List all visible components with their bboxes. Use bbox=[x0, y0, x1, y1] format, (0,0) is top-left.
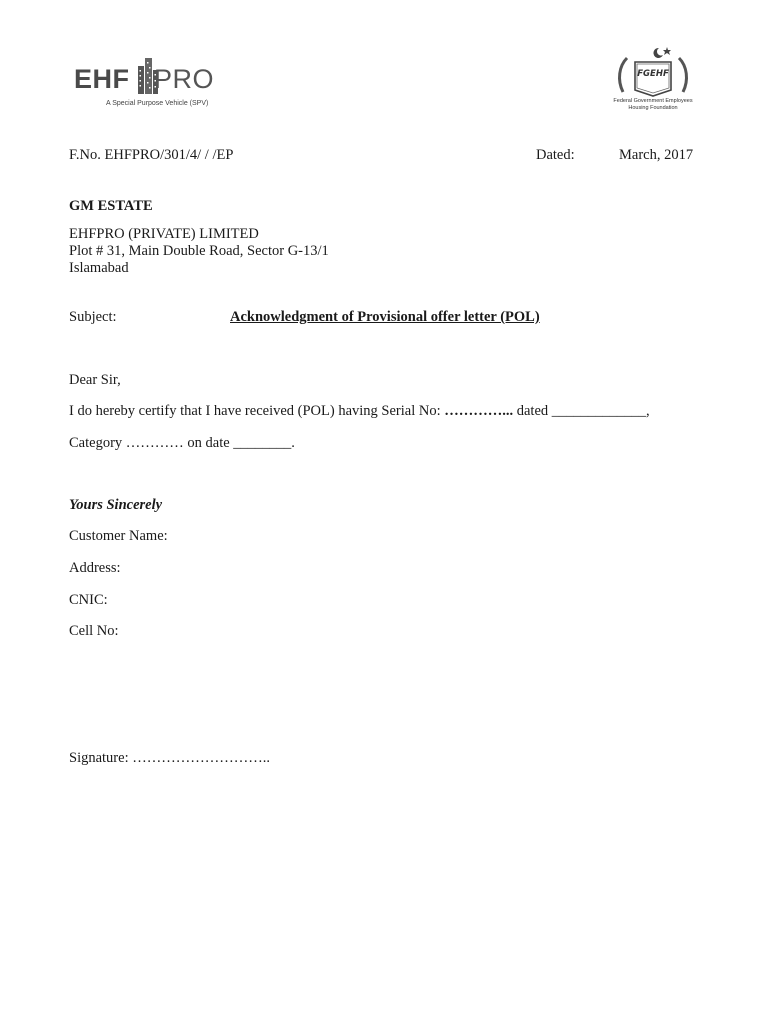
salutation: Dear Sir, bbox=[69, 372, 121, 388]
recipient-line2: Plot # 31, Main Double Road, Sector G-13/1 bbox=[69, 243, 329, 259]
recipient-address bbox=[69, 226, 329, 277]
logo-brand-right: PRO bbox=[154, 64, 215, 94]
category-line: Category ………… on date ________. bbox=[69, 435, 295, 451]
certify-line bbox=[69, 403, 650, 420]
logo-tagline: A Special Purpose Vehicle (SPV) bbox=[106, 100, 209, 107]
serial-number-blank: …………... bbox=[444, 403, 514, 419]
file-number: F.No. EHFPRO/301/4/ / /EP bbox=[69, 147, 234, 163]
subject-label: Subject: bbox=[69, 309, 117, 325]
dated-label: Dated: bbox=[536, 147, 575, 163]
logo-brand-left: EHF bbox=[74, 64, 130, 94]
emblem-caption bbox=[595, 98, 711, 111]
subject-text: Acknowledgment of Provisional offer letter (POL) bbox=[230, 309, 540, 325]
recipient-heading: GM ESTATE bbox=[69, 198, 153, 214]
signature-line: Signature: ……………………….. bbox=[69, 750, 270, 766]
recipient-line3: Islamabad bbox=[69, 260, 129, 276]
fgehf-emblem bbox=[603, 44, 703, 114]
date-value: March, 2017 bbox=[619, 147, 694, 163]
recipient-line1: EHFPRO (PRIVATE) LIMITED bbox=[69, 226, 259, 242]
sign-off: Yours Sincerely bbox=[69, 497, 163, 513]
emblem-text: FGEHF bbox=[637, 69, 669, 79]
certify-prefix: I do hereby certify that I have received (POL) having Serial No: bbox=[69, 403, 445, 419]
address-label: Address: bbox=[69, 560, 121, 576]
cnic-label: CNIC: bbox=[69, 592, 108, 608]
ehfpro-logo bbox=[74, 56, 234, 114]
emblem-caption-line1: Federal Government Employees bbox=[613, 98, 693, 104]
cell-no-label: Cell No: bbox=[69, 623, 119, 639]
certify-suffix: dated _____________, bbox=[513, 403, 650, 419]
emblem-caption-line2: Housing Foundation bbox=[628, 104, 678, 111]
customer-name-label: Customer Name: bbox=[69, 528, 168, 544]
